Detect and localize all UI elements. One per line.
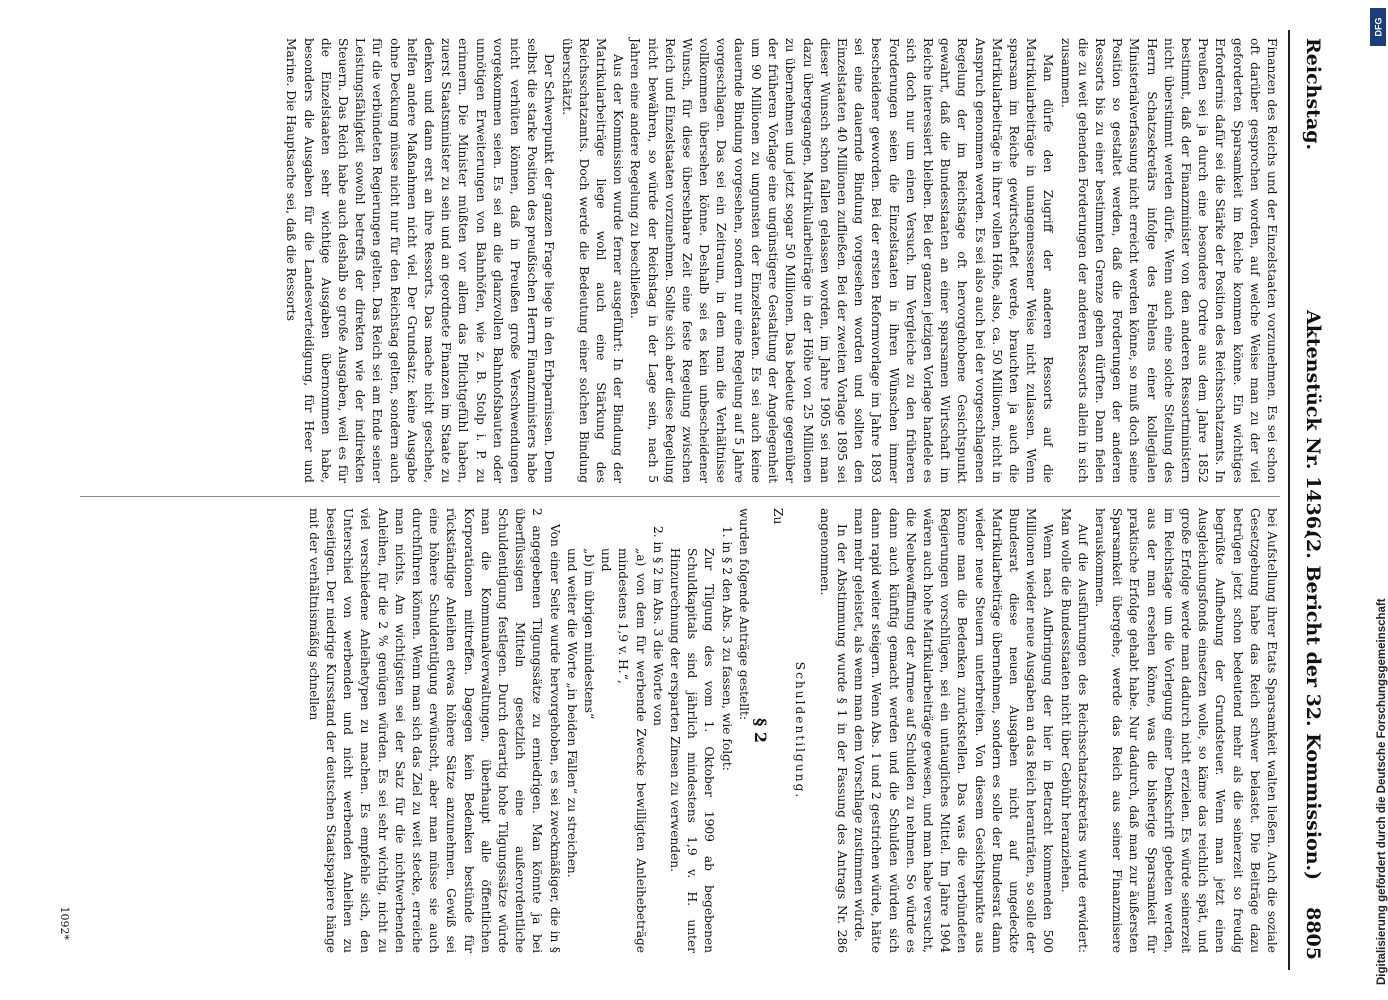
motion-text: und weiter die Worte „in beiden Fällen“ zu streichen.: [564, 548, 579, 878]
right-column: [80, 508, 1280, 953]
left-paragraph: Finanzen des Reichs und der Einzelstaaten vorzunehmen. Es sei schon oft darüber gesprochen worden, auf welche Weise man zu der viel geforderten Sparsamkeit im Reiche kommen könne. Ein wichtiges Erfordernis dafür sei die Stärke der Position des Reichsschatzamts. In Preußen sei ja durch eine besondere Ordre aus dem Jahre 1852 bestimmt, daß der Finanzminister von den anderen Ressortministern nicht überstimmt werden dürfe. Wenn auch eine solche Stellung des Herrn Schatzsekretärs infolge des Fehlens einer kollegialen Ministerialverfassung nicht erreicht werden könne, so muß doch seine Position so gestaltet werden, daß die Forderungen der anderen Ressorts bis zu einer bestimmten Grenze gehen dürften. Dann fielen die zu weit gehenden Forderungen der anderen Ressorts allein in sich zusammen.: [1058, 38, 1279, 483]
rotated-document-page: [48, 30, 1338, 970]
page-number: 8805: [1302, 907, 1324, 960]
zu-label: Zu: [771, 508, 786, 525]
column-divider: [80, 496, 1280, 497]
left-paragraph: Der Schwerpunkt der ganzen Frage liege in den Erbparnissen. Denn selbst die starke Position des preußischen Herrn Finanzministers habe nicht verhüten können, daß in Preußen große Verschwendungen vorgekommen seien. Es sei an die glanzvollen Bahnhofsbauten oder unnötigen Erweiterungen von Bahnhöfen, wie z. B. Stolp i. P. zu erinnern. Die Minister müßten vor allem das Pflichtgefühl haben, zuerst Staatsminister zu sein und an geordnete Finanzen im Staate zu denken und dann erst an ihre Ressorts. Das mache nicht geschehe, helfen andere Maßnahmen nicht viel. Der Grundsatz: keine Ausgabe ohne Deckung müsse nicht nur für den Reichstag gelten, sondern auch für die verbündeten Regierungen gelten. Das Reich sei am Ende seiner Leistungsfähigkeit sowohl betreffs der direkten wie der indirekten Steuern. Das Reich habe auch deshalb so große Ausgaben, weil es für die Einzelstaaten sehr wichtige Ausgaben übernommen habe, besonders die Ausgaben für die Landesverteidigung, für Heer und Marine. Die Hauptsache sei, daß die Ressorts: [284, 38, 557, 483]
motion-text: „a) von dem für werbende Zwecke bewilligten Anleihebeträge mindestens 1,9 v. H.“,: [616, 548, 648, 953]
left-paragraph: Aus der Kommission wurde ferner ausgeführt: In der Bindung der Matrikularbeiträge liege wohl auch eine Stärkung des Reichsschatzamts. Doch werde die Bedeutung einer solchen Bindung überschätzt.: [559, 38, 626, 483]
digitization-attribution: Digitalisierung gefördert durch die Deutsche Forschungsgemeinschaft: [1376, 598, 1388, 985]
sheet-mark: 1092*: [58, 906, 71, 940]
right-paragraph: In der Abstimmung wurde § 1 in der Fassung des Antrags Nr. 286 angenommen.: [817, 508, 849, 953]
right-paragraph: Auf die Ausführungen des Reichsschatzsekretärs wurde erwidert: Man wolle die Bundesstaaten nicht über Gebühr heranziehen.: [1058, 508, 1090, 953]
left-paragraph: Man dürfe den Zugriff der anderen Ressorts auf die Matrikularbeiträge in unangemessener Weise nicht zulassen. Wenn sparsam im Reiche gewirtschaftet werde, brauchten ja auch die Matrikularbeiträge in ihrer vollen Höhe, also, ca. 50 Millionen, nicht in Anspruch genommen werden. Es sei also auch bei der vorgeschlagenen Regelung der im Reichstage oft hervorgehobene Gesichtspunkt gewahrt, daß die Bundesstaaten an einer sparsamen Wirtschaft im Reiche interessiert bleiben. Bei der ganzen jetzigen Vorlage handele es sich doch nur um einen Versuch. Im Vergleiche zu den früheren Forderungen seien die Einzelstaaten in ihren Wünschen immer bescheidener geworden. Bei der ersten Reformvorlage im Jahre 1893 sei eine dauernde Bindung vorgesehen worden und sollten den Einzelstaaten 40 Millionen zufließen. Bei der zweiten Vorlage 1895 sei dieser Wunsch schon fallen gelassen worden, im Jahre 1905 sei man dazu übergegangen, Matrikularbeiträge in der Höhe von 25 Millionen zu übernehmen und jetzt sogar 50 Millionen. Das bedeute gegenüber der früheren Vorlage eine ungünstigere Gestaltung der Angelegenheit um 90 Millionen zu ungunsten der Einzelstaaten. Es sei auch keine dauernde Bindung vorgesehen, sondern nur eine Regelung auf 5 Jahre vorgeschlagen. Das sei ein Zeitraum, in dem man die Verhältnisse vollkommen übersehen könne. Deshalb sei es kein unbescheidener Wunsch, für diese übersehbare Zeit eine feste Regelung zwischen Reich und Einzelstaaten vorzunehmen. Sollte sich aber diese Regelung nicht bewähren, so würde der Reichstag in der Lage sein, nach 5 Jahren eine andere Regelung zu beschließen.: [628, 38, 1056, 483]
dfg-logo-icon: DFG: [1370, 8, 1386, 46]
motion-conjunction: und: [599, 548, 614, 572]
header-right: (2. Bericht der 32. Kommission.): [1302, 530, 1324, 881]
motion-text: „b) im übrigen mindestens“: [582, 548, 597, 720]
header-left: Reichstag.: [1302, 38, 1324, 151]
section-heading: Schuldentilgung.: [792, 661, 807, 800]
right-paragraph: wurden folgende Anträge gestellt:: [736, 508, 751, 721]
section-number: § 2: [751, 717, 771, 744]
motion-text: Zur Tilgung des vom 1. Oktober 1909 ab begebenen Schuldkapitals sind jährlich mindestens 1,9 v. H. unter Hinzurechnung der ersparten Zinsen zu verwenden.: [668, 548, 717, 953]
right-paragraph: Wenn nach Aufbringung der hier in Betracht kommenden 500 Millionen wieder neue Ausgaben an das Reich heranträten, so solle der Bundesrat diese neuen Ausgaben nicht auf ungedeckte Matrikularbeiträge übernehmen, sondern es solle der Bundesrat dann wieder neue Steuern unterbreiten. Von diesem Gesichtspunkte aus könne man die Bedenken zurückstellen. Das was die verbündeten Regierungen vorschlügen, sei ein untaugliches Mittel. Im Jahre 1904 wären auch hohe Matrikularbeiträge gewesen, und man habe versucht, die Neubewaffnung der Armee auf Schulden zu nehmen. So würde es dann auch künftig gemacht werden und die Schulden würden sich dann rapid weiter steigern. Wenn Abs. 1 und 2 gestrichen würde, hätte man mehr geleistet, als wenn man dem Vorschlage zustimmen würde.: [852, 508, 1056, 953]
motion-item: 2. in § 2 im Abs. 3 die Worte von: [650, 526, 665, 726]
header-center: Aktenstück Nr. 1436.: [1302, 310, 1324, 536]
left-column: [80, 38, 1280, 483]
right-paragraph: bei Aufstellung ihrer Etats Sparsamkeit walten ließen. Auch die soziale Gesetzgebung habe das Reich schwer belastet. Die Beiträge dazu betrügen jetzt schon bedeutend mehr als die seinerzeit so freudig begrüßte Aufhebung der Grundsteuer. Wenn man jetzt einen Ausgleichungsfonds einsetzen wolle, so käme das reichlich spät, und große Erfolge werde man dadurch nicht erzielen. Es würde seinerzeit im Reichstage um die Vorlegung einer Denkschrift gebeten werden, aus der man ersehen könne, was die bisherige Sparsamkeit für praktische Erfolge gehabt habe. Nur dadurch, daß man zur äußersten Sparsamkeit übergehe, werde das Reich aus seiner Finanzmisere herauskommen.: [1092, 508, 1279, 953]
right-paragraph: Von einer Seite wurde hervorgehoben, es sei zweckmäßiger, die in § 2 angegebenen Tilgungssätze zu erniedrigen. Man könnte ja bei überflüssigen Mitteln gesetzlich eine außerordentliche Schuldentilgung festlegen. Durch derartig hohe Tilgungssätze würde man die Kommunalverwaltungen, überhaupt alle öffentlichen Korporationen mittreffen. Dagegen kein Bedenken bestünde für rückständige Anleihen etwas höhere Sätze anzunehmen. Gewiß sei eine höhere Schuldentilgung erwünscht, aber man müsse sie auch durchführen können. Wenn man sich das Ziel zu weit stecke, erreiche man nichts. Am wichtigsten sei der Satz für die nichtwerbenden Anleihen, für die 2 % genügen würden. Es sei sehr wichtig, nicht zu viel verschiedene Anleihetypen zu machen. Es empfehle sich, den Unterschied von werbenden und nicht werbenden Anleihen zu beseitigen. Der niedrige Kursstand der deutschen Staatspapiere hänge mit der verhältnismäßig schnellen: [306, 508, 562, 953]
motion-item: 1. in § 2 den Abs. 3 zu fassen, wie folgt:: [719, 526, 734, 771]
page-header: [1288, 30, 1338, 970]
